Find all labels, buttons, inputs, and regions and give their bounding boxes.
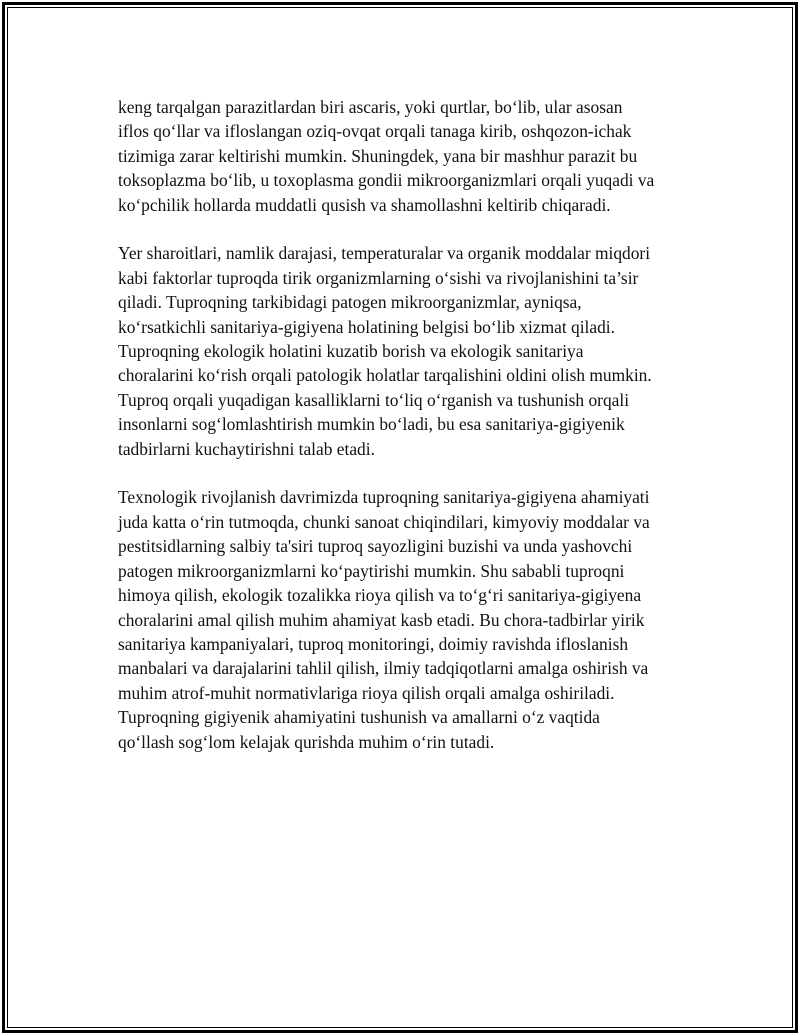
paragraph-1 <box>118 95 698 217</box>
text-line: patogen mikroorganizmlarni ko‘paytirishi mumkin. Shu sababli tuproqni <box>118 560 625 581</box>
text-line: qo‘llash sog‘lom kelajak qurishda muhim o‘rin tutadi. <box>118 731 495 752</box>
text-line: insonlarni sog‘lomlashtirish mumkin bo‘ladi, bu esa sanitariya-gigiyenik <box>118 414 625 435</box>
text-line: keng tarqalgan parazitlardan biri ascaris, yoki qurtlar, bo‘lib, ular asosan <box>118 97 623 117</box>
text-line: choralarini amal qilish muhim ahamiyat kasb etadi. Bu chora-tadbirlar yirik <box>118 609 645 630</box>
text-line: muhim atrof-muhit normativlariga rioya qilish orqali amalga oshiriladi. <box>118 682 615 703</box>
paragraph-3 <box>118 485 698 753</box>
text-line: iflos qo‘llar va ifloslangan oziq-ovqat orqali tanaga kirib, oshqozon-ichak <box>118 121 632 142</box>
text-line: ko‘rsatkichli sanitariya-gigiyena holatining belgisi bo‘lib xizmat qiladi. <box>118 316 615 337</box>
text-line: Tuproqning gigiyenik ahamiyatini tushunish va amallarni o‘z vaqtida <box>118 707 600 728</box>
text-line: kabi faktorlar tuproqda tirik organizmlarning o‘sishi va rivojlanishini ta’sir <box>118 267 639 288</box>
text-line: toksoplazma bo‘lib, u toxoplasma gondii mikroorganizmlari orqali yuqadi va <box>118 170 655 191</box>
text-line: himoya qilish, ekologik tozalikka rioya qilish va to‘g‘ri sanitariya-gigiyena <box>118 585 642 606</box>
document-page <box>2 2 798 1033</box>
text-line: juda katta o‘rin tutmoqda, chunki sanoat chiqindilari, kimyoviy moddalar va <box>118 511 650 532</box>
text-line: qiladi. Tuproqning tarkibidagi patogen mikroorganizmlar, ayniqsa, <box>118 292 582 313</box>
paragraph-2 <box>118 241 698 461</box>
text-line: pestitsidlarning salbiy ta'siri tuproq sayozligini buzishi va unda yashovchi <box>118 536 633 557</box>
text-line: Tuproq orqali yuqadigan kasalliklarni to‘liq o‘rganish va tushunish orqali <box>118 389 630 410</box>
text-line: ko‘pchilik hollarda muddatli qusish va shamollashni keltirib chiqaradi. <box>118 194 611 215</box>
text-line: Yer sharoitlari, namlik darajasi, temperaturalar va organik moddalar miqdori <box>118 243 651 264</box>
text-line: choralarini ko‘rish orqali patologik holatlar tarqalishini oldini olish mumkin. <box>118 365 652 386</box>
text-line: Texnologik rivojlanish davrimizda tuproqning sanitariya-gigiyena ahamiyati <box>118 487 650 508</box>
text-line: tadbirlarni kuchaytirishni talab etadi. <box>118 438 375 459</box>
text-line: tizimiga zarar keltirishi mumkin. Shuningdek, yana bir mashhur parazit bu <box>118 145 638 166</box>
document-body <box>118 95 698 778</box>
text-line: Tuproqning ekologik holatini kuzatib borish va ekologik sanitariya <box>118 341 584 362</box>
text-line: sanitariya kampaniyalari, tuproq monitoringi, doimiy ravishda ifloslanish <box>118 633 629 654</box>
text-line: manbalari va darajalarini tahlil qilish, ilmiy tadqiqotlarni amalga oshirish va <box>118 658 649 679</box>
